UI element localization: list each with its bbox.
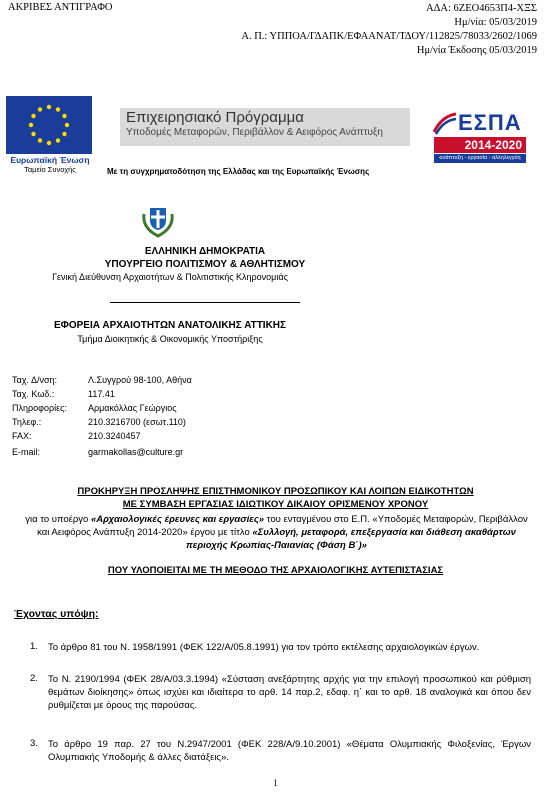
espa-swoosh-icon — [432, 112, 458, 136]
desc-part-c: του ενταγμένου στο Ε.Π. «Υποδομές Μεταφορών, Περιβάλλον και Αειφόρος Ανάπτυξη 2014-2020» έργου με τίτλο — [37, 514, 528, 538]
ministry-name: ΥΠΟΥΡΓΕΙΟ ΠΟΛΙΤΙΣΜΟΥ & ΑΘΛΗΤΙΣΜΟΥ — [104, 259, 306, 270]
op-subtitle: Υποδομές Μεταφορών, Περιβάλλον & Αειφόρος Ανάπτυξη — [126, 127, 383, 138]
document-metadata — [241, 2, 537, 58]
contact-label: Ταχ. Δ/νση: — [12, 375, 58, 385]
espa-tagline: ανάπτυξη - εργασία - αλληλεγγύη — [434, 154, 526, 163]
document-date: Ημ/νία: 05/03/2019 — [454, 17, 537, 28]
contact-label: FAX: — [12, 431, 32, 441]
contact-value: 210.3216700 (εσωτ.110) — [88, 417, 186, 427]
ada-code: ΑΔΑ: 6ΖΕΟ4653Π4-ΧΞΣ — [426, 3, 537, 14]
list-item-number: 2. — [30, 673, 38, 684]
eu-union-label: Ευρωπαϊκή Ένωση — [10, 155, 90, 165]
contact-value: Λ.Συγγρού 98-100, Αθήνα — [88, 375, 192, 385]
espa-title: ΕΣΠΑ — [458, 110, 522, 135]
contact-value: Αρμακόλλας Γεώργιος — [88, 403, 177, 413]
announcement-description — [18, 513, 535, 552]
list-item-number: 3. — [30, 738, 38, 749]
eu-stars-icon — [6, 96, 92, 154]
list-item: Το άρθρο 19 παρ. 27 του Ν.2947/2001 (ΦΕΚ 228/Α/9.10.2001) «Θέματα Ολυμπιακής Φιλοξενίας, Έργων Ολυμπιακής Υποδομής & άλλες διατάξεις». — [48, 739, 531, 763]
ephorate-name: ΕΦΟΡΕΙΑ ΑΡΧΑΙΟΤΗΤΩΝ ΑΝΑΤΟΛΙΚΗΣ ΑΤΤΙΚΗΣ — [53, 320, 287, 331]
directorate-name: Γενική Διεύθυνση Αρχαιοτήτων & Πολιτιστικής Κληρονομιάς — [52, 272, 288, 282]
greek-coat-of-arms-icon — [138, 200, 178, 240]
contact-value: 117.41 — [88, 389, 115, 399]
subproject-title: «Αρχαιολογικές έρευνες και εργασίες» — [90, 514, 265, 525]
announcement-title-last: ΠΟΥ ΥΛΟΠΟΙΕΙΤΑΙ ΜΕ ΤΗ ΜΕΘΟΔΟ ΤΗΣ ΑΡΧΑΙΟΛΟΓΙΚΗΣ ΑΥΤΕΠΙΣΤΑΣΙΑΣ — [107, 565, 444, 576]
contact-label: Πληροφορίες: — [12, 403, 67, 413]
contact-value: 210.3240457 — [88, 431, 141, 441]
divider — [110, 302, 300, 303]
announcement-title-line2: ΜΕ ΣΥΜΒΑΣΗ ΕΡΓΑΣΙΑΣ ΙΔΙΩΤΙΚΟΥ ΔΙΚΑΙΟΥ ΟΡΙΣΜΕΝΟΥ ΧΡΟΝΟΥ — [122, 499, 429, 510]
list-item: Το άρθρο 81 του Ν. 1958/1991 (ΦΕΚ 122/Α/05.8.1991) για τον τρόπο εκτέλεσης αρχαιολογικών έργων. — [48, 642, 480, 653]
certified-copy-label: ΑΚΡΙΒΕΣ ΑΝΤΙΓΡΑΦΟ — [8, 2, 113, 13]
contact-label: Τηλεφ.: — [12, 417, 42, 427]
page-number: 1 — [273, 778, 278, 788]
desc-part-a: για το υποέργο — [25, 514, 91, 525]
contact-label: E-mail: — [12, 447, 41, 457]
considering-heading: Έχοντας υπόψη: — [14, 608, 99, 620]
list-item-number: 1. — [30, 641, 38, 652]
cohesion-fund-label: Ταμείο Συνοχής — [24, 165, 76, 174]
cofunding-statement: Με τη συγχρηματοδότηση της Ελλάδας και της Ευρωπαϊκής Ένωσης — [107, 167, 370, 176]
contact-label: Ταχ. Κωδ.: — [12, 389, 55, 399]
protocol-number: Α. Π.: ΥΠΠΟΑ/ΓΔΑΠΚ/ΕΦΑΑΝΑΤ/ΤΔΟΥ/112825/78033/2602/1069 — [241, 31, 537, 42]
op-title: Επιχειρησιακό Πρόγραμμα — [126, 109, 304, 126]
email-link[interactable]: garmakollas@culture.gr — [88, 447, 184, 457]
announcement-title-line1: ΠΡΟΚΗΡΥΞΗ ΠΡΟΣΛΗΨΗΣ ΕΠΙΣΤΗΜΟΝΙΚΟΥ ΠΡΟΣΩΠΙΚΟΥ ΚΑΙ ΛΟΙΠΩΝ ΕΙΔΙΚΟΤΗΤΩΝ — [77, 486, 474, 497]
eu-caption — [4, 156, 96, 174]
hellenic-republic: ΕΛΛΗΝΙΚΗ ΔΗΜΟΚΡΑΤΙΑ — [144, 246, 266, 257]
issue-date: Ημ/νία Έκδοσης 05/03/2019 — [416, 45, 537, 56]
department-name: Τμήμα Διοικητικής & Οικονομικής Υποστήριξης — [77, 334, 263, 344]
espa-years: 2014-2020 — [434, 137, 526, 153]
eu-flag-logo — [6, 96, 92, 154]
project-title: «Συλλογή, μεταφορά, επεξεργασία και διάθεση ακαθάρτων περιοχής Κρωπίας-Παιανίας (Φάση Β΄)» — [186, 527, 516, 551]
list-item: Το Ν. 2190/1994 (ΦΕΚ 28/Α/03.3.1994) «Σύσταση ανεξάρτητης αρχής για την επιλογή προσωπικού και ρύθμιση θεμάτων διοίκησης» όπως ισχύει και ιδιαίτερα το αρθ. 14 παρ.2, εδαφ. η΄ και το αρθ. 18 αναλογικά και όπου δεν ρυθμίζεται με όρους της παρούσας. — [48, 674, 531, 711]
